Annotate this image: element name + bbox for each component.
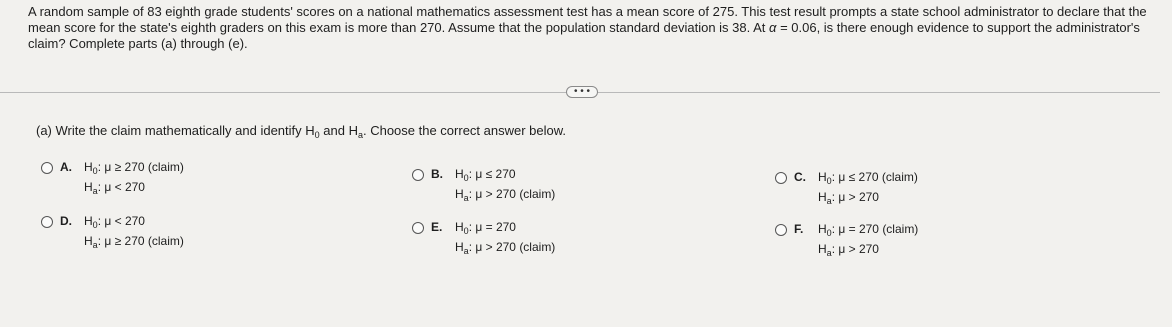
option-c-radio[interactable] [775,172,787,184]
option-f-alt-hypothesis: $H_a$: μ > 270 [818,242,879,258]
option-f-letter: F. [794,222,804,236]
part-a-prompt: (a) Write the claim mathematically and identify $H_0$ and $H_a$. Choose the correct answer below. [36,123,567,140]
option-e-letter: E. [431,220,443,234]
option-a[interactable] [41,160,341,196]
option-c-null-hypothesis: $H_0$: μ ≤ 270 (claim) [818,170,918,186]
option-a-letter: A. [60,160,72,174]
option-c-alt-hypothesis: $H_a$: μ > 270 [818,190,879,206]
problem-text-part1: A random sample of 83 eighth grade students' scores on a national mathematics assessment test has a mean score of 275. This test result prompts a state school administrator to declare that the mean score for the state's eighth graders on this exam is more than 270. Assume that the population standard deviation is 38. At [28,4,1147,35]
option-b-null-hypothesis: $H_0$: μ ≤ 270 [455,167,516,183]
option-c[interactable] [775,170,1075,206]
option-d-radio[interactable] [41,216,53,228]
option-b-radio[interactable] [412,169,424,181]
alpha-symbol: α [769,20,777,35]
option-b-letter: B. [431,167,443,181]
option-f-null-hypothesis: $H_0$: μ = 270 (claim) [818,222,919,238]
option-a-radio[interactable] [41,162,53,174]
option-d-alt-hypothesis: $H_a$: μ ≥ 270 (claim) [84,234,184,250]
option-e-alt-hypothesis: $H_a$: μ > 270 (claim) [455,240,556,256]
option-b[interactable] [412,167,712,203]
problem-text-part2: = 0.06, is there enough evidence to support the administrator's claim? Complete parts (a) through (e). [28,20,1140,51]
option-d-null-hypothesis: $H_0$: μ < 270 [84,214,145,230]
option-b-alt-hypothesis: $H_a$: μ > 270 (claim) [455,187,556,203]
option-d-letter: D. [60,214,72,228]
option-e-null-hypothesis: $H_0$: μ = 270 [455,220,516,236]
problem-statement [28,4,1158,52]
option-f[interactable] [775,222,1075,258]
option-c-letter: C. [794,170,806,184]
option-e-radio[interactable] [412,222,424,234]
option-a-alt-hypothesis: $H_a$: μ < 270 [84,180,145,196]
option-f-radio[interactable] [775,224,787,236]
option-e[interactable] [412,220,712,256]
more-options-button[interactable]: • • • [566,86,598,98]
option-d[interactable] [41,214,341,250]
option-a-null-hypothesis: $H_0$: μ ≥ 270 (claim) [84,160,184,176]
